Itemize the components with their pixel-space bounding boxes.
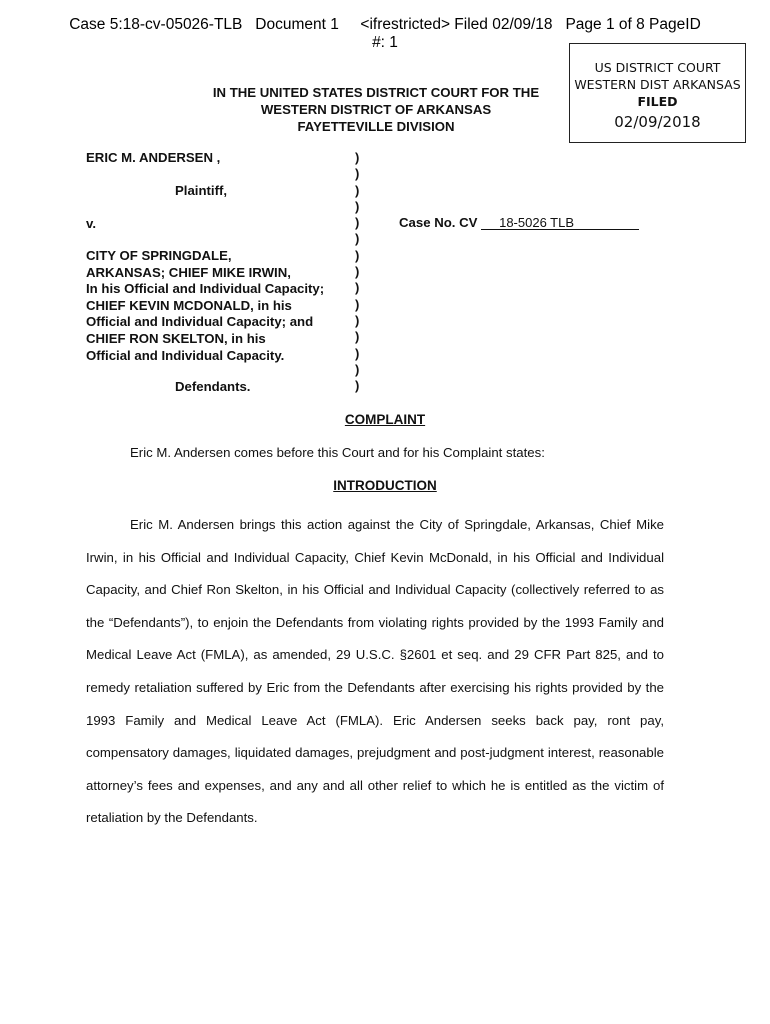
case-number-value: 18-5026 TLB	[481, 216, 639, 230]
introduction-paragraph: Eric M. Andersen brings this action against the City of Springdale, Arkansas, Chief Mike Irwin, in his Official and Individual Capacity, Chief Kevin McDonald, in his Official and Individual Capacity, and Chief Ron Skelton, in his Official and Individual Capacity (collectively referred to as the “Defendants”), to enjoin the Defendants from violating rights provided by the 1993 Family and Medical Leave Act (FMLA), as amended, 29 U.S.C. §2601 et seq. and 29 CFR Part 825, and to remedy retaliation suffered by Eric from the Defendants after exercising his rights provided by the 1993 Family and Medical Leave Act (FMLA). Eric Andersen seeks back pay, ront pay, compensatory damages, liquidated damages, prejudgment and post-judgment interest, reasonable attorney’s fees and expenses, and any and all other relief to which he is entitled as the victim of retaliation by the Defendants.	[86, 517, 664, 826]
caption-paren: )	[355, 150, 360, 165]
ecf-header-pageid: #: 1	[372, 34, 398, 51]
complaint-heading	[0, 412, 770, 427]
court-line-2: WESTERN DISTRICT OF ARKANSAS	[260, 102, 492, 117]
defendant-line: Official and Individual Capacity.	[86, 347, 285, 363]
caption-paren: )	[355, 247, 360, 263]
caption-paren: )	[355, 296, 360, 312]
case-number	[399, 215, 639, 230]
defendant-line: Official and Individual Capacity; and	[86, 314, 314, 330]
caption-paren: )	[355, 215, 360, 231]
caption-paren: )	[355, 231, 360, 247]
complaint-heading-text: COMPLAINT	[344, 412, 426, 427]
case-number-label: Case No. CV	[399, 215, 478, 230]
caption-paren: )	[355, 280, 360, 296]
caption-paren: )	[355, 182, 360, 198]
defendant-line: CHIEF KEVIN MCDONALD, in his	[86, 297, 292, 313]
plaintiff-label: Plaintiff,	[175, 183, 228, 198]
defendant-line: ARKANSAS; CHIEF MIKE IRWIN,	[86, 264, 291, 280]
caption-paren: )	[355, 198, 360, 214]
plaintiff-name: ERIC M. ANDERSEN ,	[86, 150, 221, 165]
introduction-heading-text: INTRODUCTION	[333, 478, 437, 493]
defendant-line: In his Official and Individual Capacity;	[86, 281, 325, 297]
versus: v.	[86, 216, 97, 231]
stamp-district-line: WESTERN DIST ARKANSAS	[574, 77, 741, 92]
defendants-list	[86, 248, 324, 364]
caption-paren: )	[355, 329, 360, 345]
stamp-court-line: US DISTRICT COURT	[594, 60, 721, 75]
defendants-label: Defendants.	[175, 379, 251, 394]
court-line-1: IN THE UNITED STATES DISTRICT COURT FOR THE	[212, 85, 540, 100]
filed-stamp	[569, 43, 746, 143]
court-line-3: FAYETTEVILLE DIVISION	[297, 119, 455, 134]
caption-paren: )	[355, 345, 360, 361]
caption-paren: )	[355, 378, 360, 394]
caption-paren: )	[355, 312, 360, 328]
defendant-line: CITY OF SPRINGDALE,	[86, 248, 232, 263]
stamp-date: 02/09/2018	[614, 113, 701, 131]
caption-paren: )	[355, 361, 360, 377]
caption-paren: )	[355, 166, 360, 182]
introduction-heading	[0, 478, 770, 493]
caption-paren: )	[355, 264, 360, 280]
stamp-filed-label: FILED	[637, 94, 678, 109]
defendant-line: CHIEF RON SKELTON, in his	[86, 330, 266, 346]
caption-parentheses	[355, 150, 359, 394]
ecf-header-line: Case 5:18-cv-05026-TLB Document 1 <ifrestricted> Filed 02/09/18 Page 1 of 8 PageID	[69, 16, 701, 33]
court-heading	[192, 84, 560, 135]
intro-sentence: Eric M. Andersen comes before this Court and for his Complaint states:	[130, 445, 545, 460]
